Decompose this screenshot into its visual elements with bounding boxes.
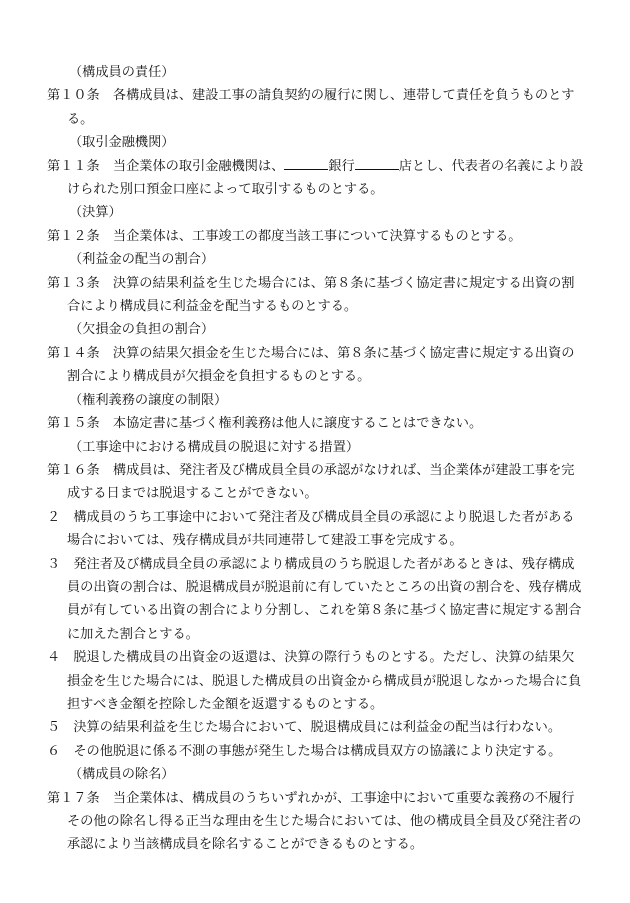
section-heading: （欠損金の負担の割合）	[69, 322, 215, 338]
article-17: 第１７条 当企業体は、構成員のうちいずれかが、工事途中において重要な義務の不履行その他の除名し得る正当な理由を生じた場合においては、他の構成員全員及び発注者の承認により当該構成員を除名することができるものとする。	[47, 790, 582, 853]
section-heading: （決算）	[69, 205, 122, 221]
section-heading: （取引金融機関）	[69, 135, 175, 151]
section-heading: （構成員の除名）	[69, 767, 175, 783]
article-16: 第１６条 構成員は、発注者及び構成員全員の承認がなければ、当企業体が建設工事を完成する日までは脱退することができない。	[47, 462, 575, 502]
article-11-text-3: 店とし、代表者の名義により設けられた別口預金口座によって取引するものとする。	[67, 158, 584, 198]
article-11-text-1: 第１１条 当企業体の取引金融機関は、	[47, 158, 285, 174]
article-10: 第１０条 各構成員は、建設工事の請負契約の履行に関し、連帯して責任を負うものとする。	[47, 88, 575, 127]
article-16-paragraph-6: ６ その他脱退に係る不測の事態が発生した場合は構成員双方の協議により決定する。	[47, 743, 562, 759]
section-heading: （権利義務の譲度の制限）	[69, 392, 228, 408]
article-11-text-2: 銀行	[328, 158, 355, 174]
bank-name-blank	[284, 159, 328, 170]
branch-name-blank	[355, 159, 399, 170]
article-11	[47, 155, 586, 202]
section-heading: （構成員の責任）	[69, 65, 175, 80]
article-16-paragraph-3: ３ 発注者及び構成員全員の承認により構成員のうち脱退した者があるときは、残存構成員の出資の割合は、脱退構成員が脱退前に有していたところの出資の割合を、残存構成員が有している出資の割合により分割し、これを第８条に基づく協定書に規定する割合に加えた割合とする。	[47, 556, 582, 642]
article-14: 第１４条 決算の結果欠損金を生じた場合には、第８条に基づく協定書に規定する出資の割合により構成員が欠損金を負担するものとする。	[47, 345, 575, 385]
article-13: 第１３条 決算の結果利益を生じた場合には、第８条に基づく協定書に規定する出資の割合により構成員に利益金を配当するものとする。	[47, 275, 575, 315]
article-15: 第１５条 本協定書に基づく権利義務は他人に譲度することはできない。	[47, 416, 483, 432]
article-16-paragraph-2: ２ 構成員のうち工事途中において発注者及び構成員全員の承認により脱退した者がある場合においては、残存構成員が共同連帯して建設工事を完成する。	[47, 509, 575, 549]
article-12: 第１２条 当企業体は、工事竣工の都度当該工事について決算するものとする。	[47, 228, 522, 244]
article-16-paragraph-5: ５ 決算の結果利益を生じた場合において、脱退構成員には利益金の配当は行わない。	[47, 720, 562, 736]
section-heading: （工事途中における構成員の脱退に対する措置）	[69, 439, 360, 455]
article-16-paragraph-4: ４ 脱退した構成員の出資金の返還は、決算の際行うものとする。ただし、決算の結果欠損金を生じた場合には、脱退した構成員の出資金から構成員が脱退しなかった場合に負担すべき金額を控除した金額を返還するものとする。	[47, 650, 582, 712]
section-heading: （利益金の配当の割合）	[69, 252, 215, 268]
